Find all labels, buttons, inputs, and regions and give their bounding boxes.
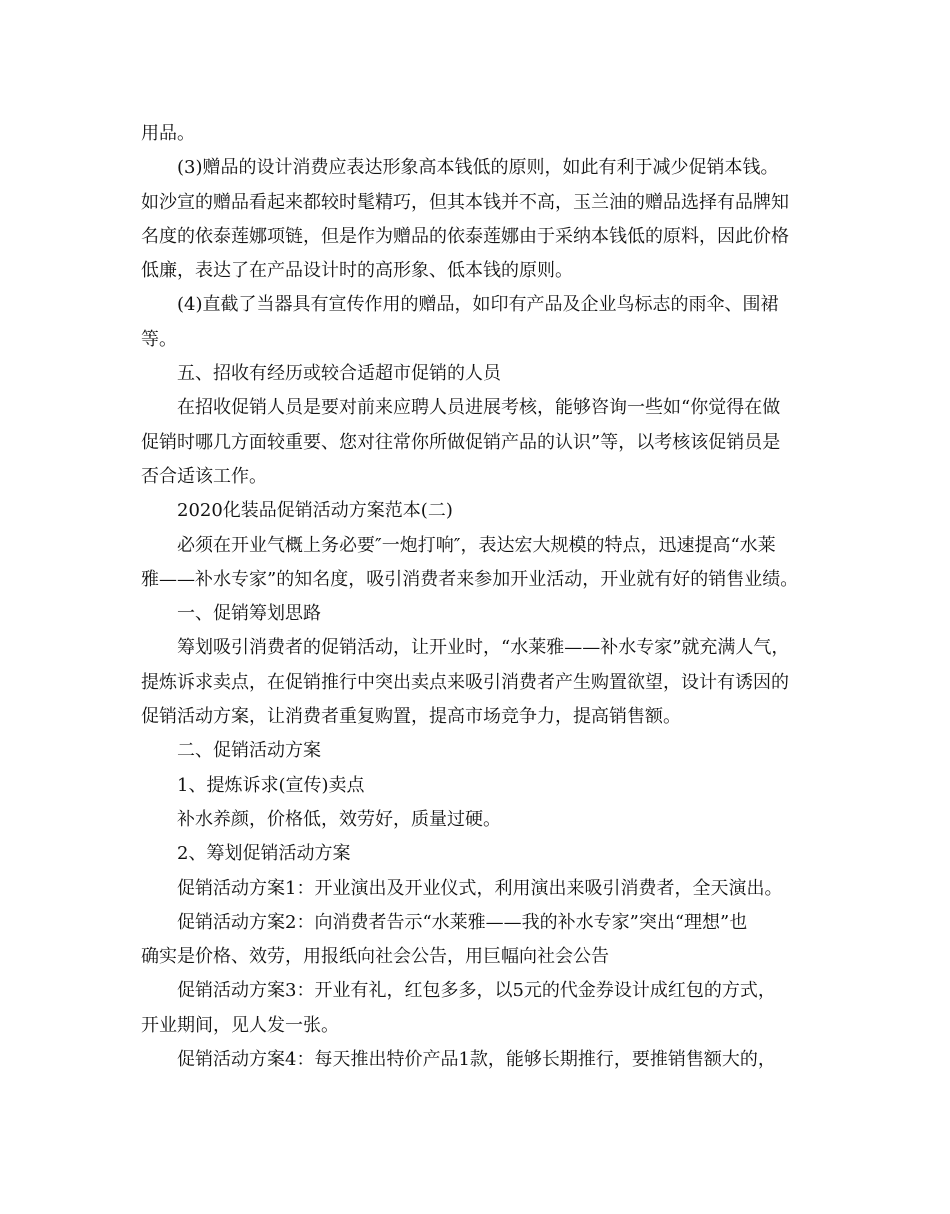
- section-heading: 一、促销筹划思路: [177, 603, 321, 625]
- text-line: 在招收促销人员是要对前来应聘人员进展考核，能够咨询一些如“你觉得在做: [177, 397, 781, 419]
- text-line: 名度的依泰莲娜项链，但是作为赠品的依泰莲娜由于采纳本钱低的原料，因此价格: [141, 225, 789, 247]
- text-line: 促销活动方案4：每天推出特价产品1款，能够长期推行，要推销售额大的，: [177, 1049, 776, 1071]
- text-line: 低廉，表达了在产品设计时的高形象、低本钱的原则。: [141, 260, 573, 282]
- text-line: 必须在开业气概上务必要″一炮打响″，表达宏大规模的特点，迅速提高“水莱: [177, 534, 776, 556]
- text-line: 雅——补水专家”的知名度，吸引消费者来参加开业活动，开业就有好的销售业绩。: [141, 568, 799, 590]
- text-line: 补水养颜，价格低，效劳好，质量过硬。: [177, 808, 501, 830]
- text-line: 确实是价格、效劳，用报纸向社会公告，用巨幅向社会公告: [141, 946, 609, 968]
- text-line: 提炼诉求卖点，在促销推行中突出卖点来吸引消费者产生购置欲望，设计有诱因的: [141, 671, 789, 693]
- text-line: (4)直截了当器具有宣传作用的赠品，如印有产品及企业鸟标志的雨伞、围裙: [177, 294, 779, 316]
- text-line: 用品。: [141, 123, 195, 144]
- document-title: 2020化装品促销活动方案范本(二): [177, 500, 453, 522]
- subsection-heading: 1、提炼诉求(宣传)卖点: [177, 774, 365, 796]
- text-line: 促销活动方案3：开业有礼，红包多多，以5元的代金券设计成红包的方式，: [177, 980, 776, 1002]
- text-line: 促销活动方案2：向消费者告示“水莱雅——我的补水专家”突出“理想”也: [177, 911, 748, 933]
- subsection-heading: 2、筹划促销活动方案: [177, 843, 351, 865]
- document-body: [141, 117, 821, 1077]
- text-line: (3)赠品的设计消费应表达形象高本钱低的原则，如此有利于减少促销本钱。: [177, 157, 779, 179]
- text-line: 否合适该工作。: [141, 465, 267, 487]
- text-line: 促销活动方案1：开业演出及开业仪式，利用演出来吸引消费者，全天演出。: [177, 877, 783, 899]
- text-line: 如沙宣的赠品看起来都较时髦精巧，但其本钱并不高，玉兰油的赠品选择有品牌知: [141, 191, 789, 213]
- text-line: 促销活动方案，让消费者重复购置，提高市场竞争力，提高销售额。: [141, 706, 681, 728]
- text-line: 开业期间，见人发一张。: [141, 1014, 339, 1036]
- text-line: 等。: [141, 328, 177, 350]
- section-heading: 二、促销活动方案: [177, 740, 321, 762]
- section-heading: 五、招收有经历或较合适超市促销的人员: [177, 363, 501, 385]
- text-line: 促销时哪几方面较重要、您对往常你所做促销产品的认识”等，以考核该促销员是: [141, 431, 781, 453]
- text-line: 筹划吸引消费者的促销活动，让开业时，“水莱雅——补水专家”就充满人气，: [177, 637, 790, 659]
